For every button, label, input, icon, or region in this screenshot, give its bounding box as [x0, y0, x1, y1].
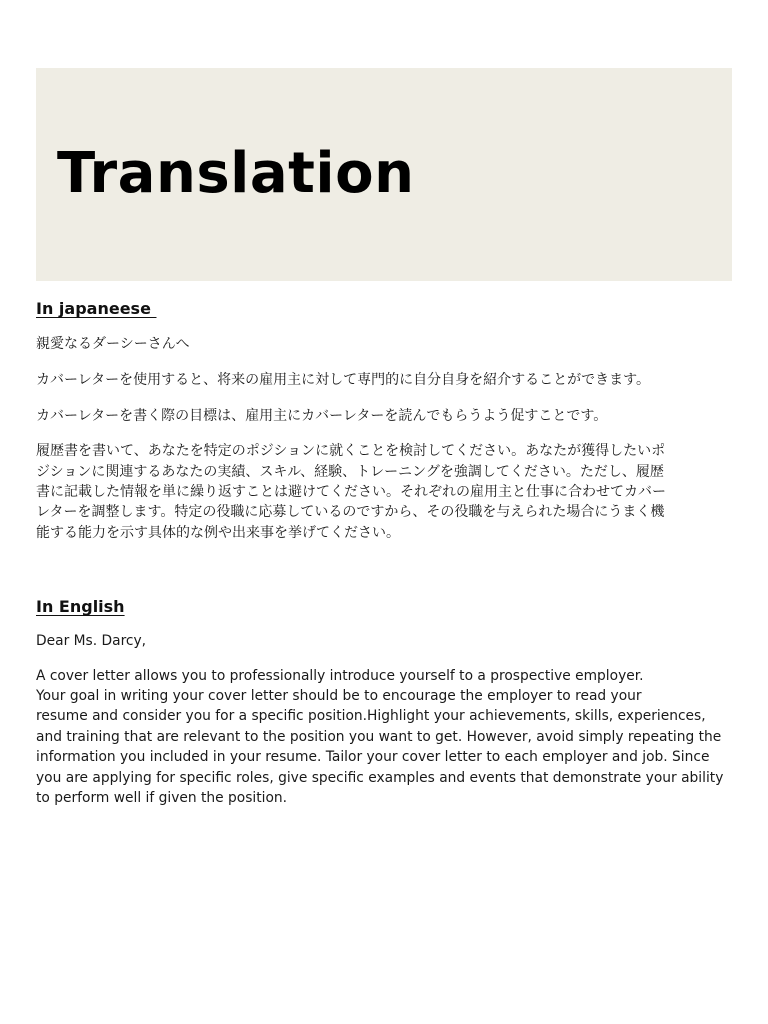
japanese-paragraph-3-line: 能する能力を示す具体的な例や出来事を挙げてください。	[36, 524, 400, 541]
japanese-paragraph-3-line: 履歴書を書いて、あなたを特定のポジションに就くことを検討してください。あなたが獲得したいポ	[36, 443, 666, 460]
japanese-salutation: 親愛なるダーシーさんへ	[36, 336, 190, 352]
japanese-paragraph-3-line: 書に記載した情報を単に繰り返すことは避けてください。それぞれの雇用主と仕事に合わせてカバー	[36, 484, 666, 501]
english-salutation: Dear Ms. Darcy,	[36, 633, 147, 650]
english-paragraph-line: Your goal in writing your cover letter should be to encourage the employer to read your	[36, 688, 642, 705]
english-paragraph-line: to perform well if given the position.	[36, 790, 288, 807]
english-section-heading: In English	[36, 597, 125, 617]
english-paragraph-line: and training that are relevant to the position you want to get. However, avoid simply repeating the	[36, 728, 722, 745]
japanese-paragraph-3	[36, 441, 732, 543]
english-paragraph-line: you are applying for specific roles, give specific examples and events that demonstrate your ability	[36, 769, 724, 786]
japanese-paragraph-3-line: レターを調整します。特定の役職に応募しているのですから、その役職を与えられた場合にうまく機	[36, 504, 665, 521]
page-title: Translation	[57, 141, 415, 206]
english-paragraph-line: resume and consider you for a specific position.Highlight your achievements, skills, experiences,	[36, 708, 706, 725]
japanese-paragraph-3-line: ジションに関連するあなたの実績、スキル、経験、トレーニングを強調してください。ただし、履歴	[36, 463, 664, 480]
document-body	[36, 296, 732, 809]
japanese-section-heading: In japaneese	[36, 299, 157, 318]
english-paragraph	[36, 666, 732, 809]
japanese-paragraph-2: カバーレターを書く際の目標は、雇用主にカバーレターを読んでもらうよう促すことです。	[36, 407, 608, 424]
english-paragraph-line: information you included in your resume. Tailor your cover letter to each employer and job. Since	[36, 749, 710, 766]
japanese-paragraph-1: カバーレターを使用すると、将来の雇用主に対して専門的に自分自身を紹介することができます。	[36, 372, 651, 389]
english-paragraph-line: A cover letter allows you to professionally introduce yourself to a prospective employer.	[36, 667, 644, 684]
title-banner	[36, 68, 732, 281]
